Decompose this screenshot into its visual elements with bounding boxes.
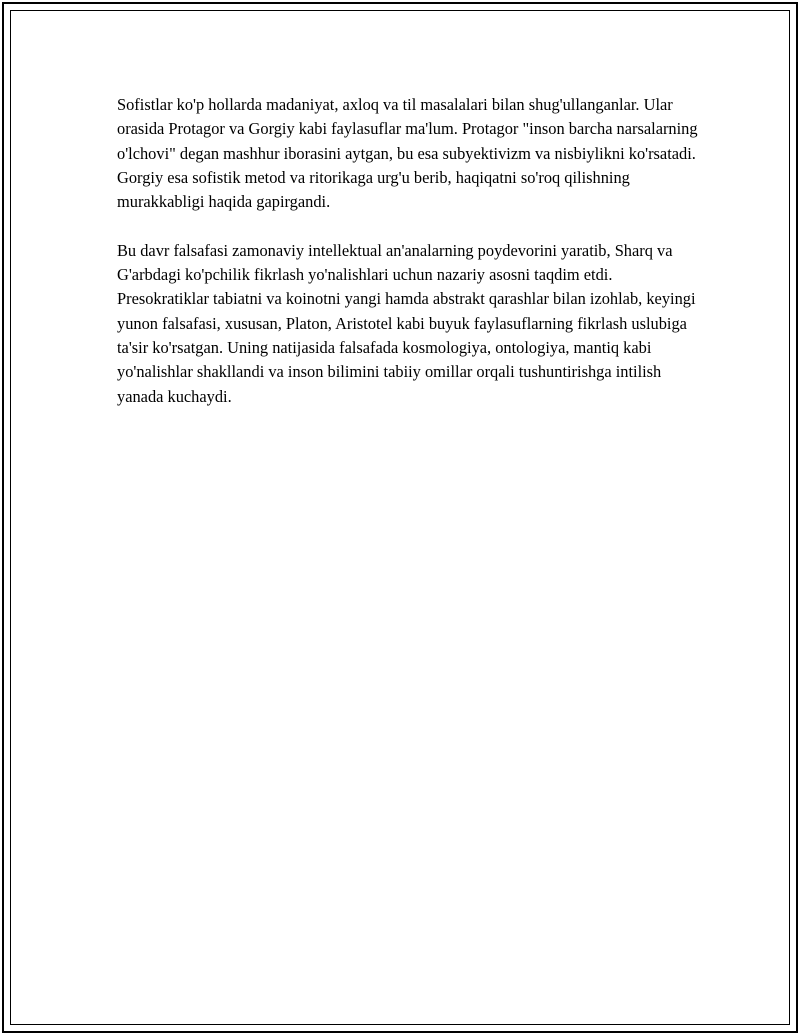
paragraph-sofistlar: Sofistlar ko'p hollarda madaniyat, axloq va til masalalari bilan shug'ullanganlar. Ular orasida Protagor va Gorgiy kabi faylasuflar ma'lum. Protagor "inson barcha narsalarning o'lchovi" degan mashhur iborasini aytgan, bu esa subyektivizm va nisbiylikni ko'rsatadi. Gorgiy esa sofistik metod va ritorikaga urg'u berib, haqiqatni so'roq qilishning murakkabligi haqida gapirgandi. [117, 95, 698, 212]
paragraph-bu-davr: Bu davr falsafasi zamonaviy intellektual an'analarning poydevorini yaratib, Sharq va G'arbdagi ko'pchilik fikrlash yo'nalishlari uchun nazariy asosni taqdim etdi. Presokratiklar tabiatni va koinotni yangi hamda abstrakt qarashlar bilan izohlab, keyingi yunon falsafasi, xususan, Platon, Aristotel kabi buyuk faylasuflarning fikrlash uslubiga ta'sir ko'rsatgan. Uning natijasida falsafada kosmologiya, ontologiya, mantiq kabi yo'nalishlar shakllandi va inson bilimini tabiiy omillar orqali tushuntirishga intilish yanada kuchaydi. [117, 240, 696, 406]
document-body [117, 93, 707, 409]
